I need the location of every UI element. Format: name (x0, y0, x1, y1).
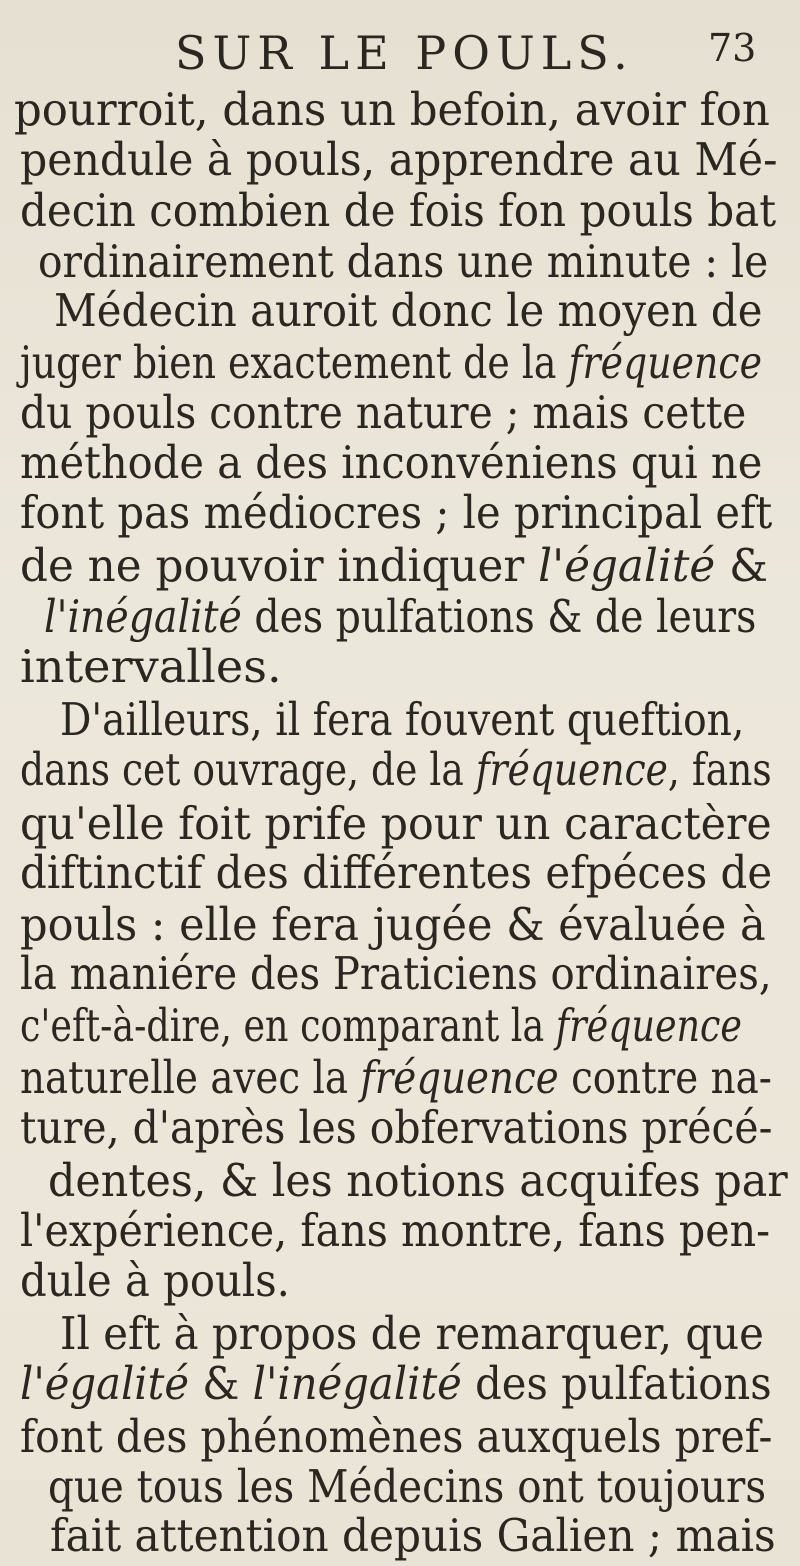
text-line (20, 637, 282, 697)
text-segment: pendule à pouls, apprendre au Mé- (20, 133, 778, 186)
text-segment: pourroit, dans un befoin, avoir fon (14, 83, 770, 136)
text-segment: c'eft-à-dire, en comparant la (20, 999, 556, 1052)
text-segment: des pulfations (461, 1357, 772, 1410)
text-segment: des pulfations & de leurs (241, 590, 757, 643)
text-segment: font pas médiocres ; le principal eft (20, 486, 773, 539)
text-segment: diftinctif des différentes efpéces de (20, 846, 773, 899)
text-segment: , fans (667, 743, 772, 796)
text-line (20, 740, 772, 800)
text-segment: & (189, 1357, 253, 1410)
text-segment: decin combien de fois fon pouls bat (20, 184, 777, 237)
text-segment: & (715, 539, 768, 592)
text-segment: font des phénomènes auxquels pref- (20, 1410, 773, 1463)
text-segment: Médecin auroit donc le moyen de (54, 284, 763, 337)
text-segment: du pouls contre nature ; mais cette (20, 386, 747, 439)
text-line (20, 1098, 772, 1158)
italic-word: fréquence (555, 999, 742, 1052)
text-segment: pouls : elle fera jugée & évaluée à (20, 898, 766, 951)
italic-word: l'égalité (20, 1357, 190, 1410)
text-segment: qu'elle foit prife pour un caractère (20, 797, 772, 850)
text-line (54, 281, 762, 341)
text-line (20, 843, 772, 903)
text-line (20, 1251, 290, 1311)
text-segment: D'ailleurs, il fera fouvent queftion, (60, 693, 745, 746)
text-segment: la maniére des Praticiens ordinaires, (20, 947, 772, 1000)
italic-word: l'égalité (538, 539, 716, 592)
text-segment: dans cet ouvrage, de la (20, 743, 476, 796)
text-segment: intervalles. (20, 640, 282, 693)
page-number: 73 (708, 26, 757, 70)
text-segment: dentes, & les notions acquifes par (48, 1154, 788, 1207)
italic-word: l'inégalité (44, 590, 242, 643)
italic-word: fréquence (360, 1051, 559, 1104)
text-segment: juger bien exactement de la (20, 336, 569, 389)
italic-word: fréquence (475, 743, 668, 796)
text-line (20, 996, 742, 1056)
page-header (0, 22, 800, 80)
text-segment: méthode a des inconvéniens qui ne (20, 436, 763, 489)
italic-word: fréquence (568, 336, 763, 389)
text-line (20, 1354, 772, 1414)
italic-word: l'inégalité (252, 1357, 462, 1410)
text-segment: fait attention depuis Galien ; mais (50, 1509, 776, 1562)
text-segment: Il eft à propos de remarquer, que (60, 1307, 764, 1360)
text-segment: ordinairement dans une minute : le (38, 235, 769, 288)
text-segment: ture, d'après les obfervations précé- (20, 1101, 773, 1154)
running-head: SUR LE POULS. (175, 26, 634, 80)
text-line (20, 483, 772, 543)
text-segment: l'expérience, fans montre, fans pen- (20, 1204, 771, 1257)
text-segment: que tous les Médecins ont toujours (48, 1460, 767, 1513)
text-line (50, 1506, 776, 1566)
text-segment: dule à pouls. (20, 1254, 290, 1307)
text-line (20, 944, 772, 1004)
text-segment: contre na- (558, 1051, 772, 1104)
text-segment: naturelle avec la (20, 1051, 361, 1104)
text-segment: de ne pouvoir indiquer (20, 539, 539, 592)
